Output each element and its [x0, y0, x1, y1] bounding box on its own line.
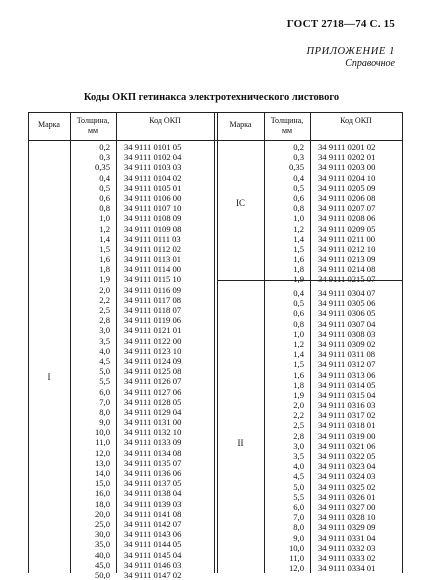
thickness-cell: 1,8 — [293, 379, 304, 390]
header-thickness-left-line2: мм — [87, 126, 99, 135]
okp-code-cell: 34 9111 0312 07 — [318, 359, 376, 370]
thickness-cell: 13,0 — [94, 457, 110, 468]
okp-code-cell: 34 9111 0311 08 — [318, 349, 376, 360]
okp-code-cell: 34 9111 0106 00 — [124, 192, 182, 203]
thickness-cell: 1,9 — [293, 274, 304, 285]
okp-code-cell: 34 9111 0316 03 — [318, 400, 376, 411]
okp-code-cell: 34 9111 0112 02 — [124, 243, 182, 254]
okp-code-cell: 34 9111 0134 08 — [124, 447, 182, 458]
okp-code-cell: 34 9111 0147 02 — [124, 569, 182, 580]
thickness-cell: 16,0 — [94, 488, 110, 499]
okp-code-cell: 34 9111 0204 10 — [318, 172, 376, 183]
thickness-cell: 1,6 — [99, 254, 110, 265]
okp-code-cell: 34 9111 0103 03 — [124, 162, 182, 173]
okp-code-cell: 34 9111 0107 10 — [124, 203, 182, 214]
thickness-cell: 5,5 — [99, 376, 110, 387]
thickness-cell: 1,4 — [99, 233, 110, 244]
thickness-cell: 4,0 — [293, 461, 304, 472]
thickness-cell: 1,0 — [99, 213, 110, 224]
okp-code-cell: 34 9111 0144 05 — [124, 539, 182, 550]
okp-code-cell: 34 9111 0327 00 — [318, 501, 376, 512]
okp-code-cell: 34 9111 0137 05 — [124, 478, 182, 489]
okp-code-cell: 34 9111 0131 00 — [124, 417, 182, 428]
thickness-cell: 1,9 — [99, 274, 110, 285]
thickness-cell: 0,35 — [288, 162, 304, 173]
okp-code-cell: 34 9111 0214 08 — [318, 264, 376, 275]
thickness-cell: 14,0 — [94, 468, 110, 478]
header-thickness-right — [264, 116, 310, 136]
okp-code-cell: 34 9111 0119 06 — [124, 315, 182, 326]
okp-code-cell: 34 9111 0125 08 — [124, 366, 182, 377]
okp-code-cell: 34 9111 0132 10 — [124, 427, 182, 438]
thickness-cell: 1,0 — [293, 213, 304, 224]
thickness-cell: 12,0 — [288, 563, 304, 574]
okp-code-cell: 34 9111 0114 00 — [124, 264, 182, 275]
thickness-cell: 18,0 — [94, 498, 110, 509]
thickness-cell: 5,0 — [293, 481, 304, 492]
thickness-cell: 0,8 — [99, 203, 110, 214]
right2-thickness-column — [264, 288, 304, 573]
thickness-cell: 2,5 — [99, 305, 110, 315]
thickness-cell: 0,4 — [293, 288, 304, 298]
okp-code-cell: 34 9111 0118 07 — [124, 305, 182, 315]
thickness-cell: 5,5 — [293, 491, 304, 502]
thickness-cell: 0,4 — [293, 172, 304, 183]
right2-code-column — [318, 288, 402, 573]
okp-code-cell: 34 9111 0307 04 — [318, 318, 376, 329]
okp-code-cell: 34 9111 0326 01 — [318, 491, 376, 502]
okp-code-cell: 34 9111 0209 05 — [318, 223, 376, 234]
center-divider-a — [214, 112, 215, 573]
header-thickness-right-line1: Толщина, — [270, 116, 304, 125]
okp-code-cell: 34 9111 0104 02 — [124, 172, 182, 183]
thickness-cell: 11,0 — [289, 552, 304, 563]
thickness-cell: 6,0 — [99, 386, 110, 397]
grade-mark-IC: IС — [236, 198, 245, 208]
okp-code-cell: 34 9111 0313 06 — [318, 369, 376, 380]
thickness-cell: 0,5 — [293, 182, 304, 193]
thickness-cell: 1,4 — [293, 349, 304, 360]
thickness-cell: 3,5 — [99, 335, 110, 346]
thickness-cell: 1,6 — [293, 254, 304, 265]
thickness-cell: 12,0 — [94, 447, 110, 458]
okp-code-cell: 34 9111 0333 02 — [318, 552, 376, 563]
okp-code-cell: 34 9111 0203 00 — [318, 162, 376, 173]
okp-code-cell: 34 9111 0207 07 — [318, 203, 376, 214]
table-right-border — [402, 112, 403, 573]
thickness-cell: 35,0 — [94, 539, 110, 550]
okp-code-cell: 34 9111 0309 02 — [318, 338, 376, 349]
table-left-border — [28, 112, 29, 573]
okp-code-cell: 34 9111 0324 03 — [318, 471, 376, 482]
okp-code-cell: 34 9111 0314 05 — [318, 379, 376, 390]
okp-code-cell: 34 9111 0115 10 — [124, 274, 182, 285]
right1-code-column — [318, 142, 402, 285]
center-divider-b — [217, 112, 218, 573]
okp-code-cell: 34 9111 0126 07 — [124, 376, 182, 387]
okp-code-cell: 34 9111 0105 01 — [124, 182, 182, 193]
thickness-cell: 0,8 — [293, 318, 304, 329]
thickness-cell: 15,0 — [94, 478, 110, 489]
appendix-label: ПРИЛОЖЕНИЕ 1 — [306, 46, 395, 57]
header-mark-left: Марка — [38, 120, 60, 129]
okp-code-cell: 34 9111 0321 06 — [318, 440, 376, 451]
thickness-cell: 8,0 — [293, 522, 304, 533]
okp-code-cell: 34 9111 0322 05 — [318, 451, 376, 461]
thickness-cell: 1,2 — [99, 223, 110, 234]
okp-code-cell: 34 9111 0332 03 — [318, 542, 376, 553]
thickness-cell: 9,0 — [99, 417, 110, 428]
okp-code-cell: 34 9111 0143 06 — [124, 529, 182, 540]
thickness-cell: 6,0 — [293, 501, 304, 512]
thickness-cell: 1,6 — [293, 369, 304, 380]
okp-code-cell: 34 9111 0319 00 — [318, 430, 376, 441]
okp-code-cell: 34 9111 0206 08 — [318, 192, 376, 203]
okp-code-cell: 34 9111 0124 09 — [124, 355, 182, 366]
table-title: Коды ОКП гетинакса электротехнического листового — [83, 92, 340, 103]
thickness-cell: 50,0 — [94, 569, 110, 580]
thickness-cell: 2,0 — [99, 284, 110, 295]
thickness-cell: 0,6 — [293, 192, 304, 203]
thickness-cell: 0,2 — [99, 142, 110, 152]
thickness-cell: 1,5 — [293, 359, 304, 370]
thickness-cell: 2,8 — [99, 315, 110, 326]
thickness-cell: 0,5 — [99, 182, 110, 193]
okp-code-cell: 34 9111 0108 09 — [124, 213, 182, 224]
okp-code-cell: 34 9111 0304 07 — [318, 288, 376, 298]
thickness-cell: 1,8 — [293, 264, 304, 275]
header-okp-right: Код ОКП — [340, 116, 372, 125]
thickness-cell: 0,8 — [293, 203, 304, 214]
okp-code-cell: 34 9111 0323 04 — [318, 461, 376, 472]
left-thickness-divider — [116, 112, 117, 573]
thickness-cell: 2,5 — [293, 420, 304, 431]
header-thickness-left — [70, 116, 116, 136]
thickness-cell: 1,5 — [99, 243, 110, 254]
thickness-cell: 3,0 — [293, 440, 304, 451]
thickness-cell: 0,6 — [293, 308, 304, 319]
okp-code-cell: 34 9111 0211 00 — [318, 233, 376, 244]
okp-code-cell: 34 9111 0202 01 — [318, 152, 376, 163]
thickness-cell: 1,2 — [293, 223, 304, 234]
okp-code-cell: 34 9111 0318 01 — [318, 420, 376, 431]
appendix-type: Справочное — [345, 58, 395, 69]
page-header — [287, 18, 395, 69]
header-mark-right: Марка — [229, 120, 252, 129]
thickness-cell: 2,2 — [293, 410, 304, 421]
thickness-cell: 45,0 — [94, 559, 110, 570]
thickness-cell: 1,2 — [293, 338, 304, 349]
okp-codes-table — [28, 112, 403, 580]
thickness-cell: 30,0 — [94, 529, 110, 540]
standard-page-ref: ГОСТ 2718—74 С. 15 — [286, 18, 395, 30]
thickness-cell: 2,8 — [293, 430, 304, 441]
thickness-cell: 4,5 — [99, 355, 110, 366]
okp-code-cell: 34 9111 0138 04 — [124, 488, 182, 499]
okp-code-cell: 34 9111 0141 08 — [124, 508, 182, 519]
thickness-cell: 10,0 — [288, 542, 304, 553]
thickness-cell: 3,0 — [99, 325, 110, 336]
thickness-cell: 8,0 — [99, 406, 110, 417]
thickness-cell: 0,2 — [293, 142, 304, 152]
okp-code-cell: 34 9111 0205 09 — [318, 182, 376, 193]
grade-mark-II: II — [237, 438, 244, 448]
thickness-cell: 0,3 — [293, 152, 304, 163]
thickness-cell: 3,5 — [293, 451, 304, 461]
thickness-cell: 0,6 — [99, 192, 110, 203]
thickness-cell: 9,0 — [293, 532, 304, 543]
okp-code-cell: 34 9111 0329 09 — [318, 522, 376, 533]
okp-code-cell: 34 9111 0111 03 — [124, 233, 181, 244]
okp-code-cell: 34 9111 0331 04 — [318, 532, 376, 543]
thickness-cell: 0,35 — [94, 162, 110, 173]
thickness-cell: 2,0 — [293, 400, 304, 411]
okp-code-cell: 34 9111 0215 07 — [318, 274, 376, 285]
thickness-cell: 1,8 — [99, 264, 110, 275]
thickness-cell: 1,9 — [293, 389, 304, 400]
okp-code-cell: 34 9111 0306 05 — [318, 308, 376, 319]
okp-code-cell: 34 9111 0135 07 — [124, 457, 182, 468]
okp-code-cell: 34 9111 0139 03 — [124, 498, 182, 509]
right1-thickness-column — [264, 142, 304, 285]
okp-code-cell: 34 9111 0113 01 — [124, 254, 182, 265]
okp-code-cell: 34 9111 0201 02 — [318, 142, 376, 152]
okp-code-cell: 34 9111 0121 01 — [124, 325, 182, 336]
okp-code-cell: 34 9111 0142 07 — [124, 518, 182, 529]
thickness-cell: 0,4 — [99, 172, 110, 183]
okp-code-cell: 34 9111 0212 10 — [318, 243, 376, 254]
header-bottom-rule — [28, 140, 403, 141]
thickness-cell: 4,5 — [293, 471, 304, 482]
thickness-cell: 7,0 — [99, 396, 110, 407]
thickness-cell: 1,0 — [293, 328, 304, 339]
right-thickness-divider — [310, 112, 311, 573]
thickness-cell: 4,0 — [99, 345, 110, 356]
header-thickness-left-line1: Толщина, — [76, 116, 110, 125]
thickness-cell: 1,4 — [293, 233, 304, 244]
okp-code-cell: 34 9111 0129 04 — [124, 406, 182, 417]
okp-code-cell: 34 9111 0213 09 — [318, 254, 376, 265]
thickness-cell: 7,0 — [293, 512, 304, 523]
okp-code-cell: 34 9111 0305 06 — [318, 298, 376, 309]
okp-code-cell: 34 9111 0109 08 — [124, 223, 182, 234]
thickness-cell: 1,5 — [293, 243, 304, 254]
left-thickness-column — [70, 142, 110, 580]
okp-code-cell: 34 9111 0315 04 — [318, 389, 376, 400]
okp-code-cell: 34 9111 0317 02 — [318, 410, 376, 421]
okp-code-cell: 34 9111 0334 01 — [318, 563, 376, 574]
okp-code-cell: 34 9111 0127 06 — [124, 386, 182, 397]
grade-mark-I: I — [47, 372, 51, 382]
thickness-cell: 0,5 — [293, 298, 304, 309]
okp-code-cell: 34 9111 0325 02 — [318, 481, 376, 492]
thickness-cell: 5,0 — [99, 366, 110, 377]
okp-code-cell: 34 9111 0136 06 — [124, 468, 182, 478]
table-top-rule — [28, 112, 403, 113]
okp-code-cell: 34 9111 0133 09 — [124, 437, 182, 448]
okp-code-cell: 34 9111 0122 00 — [124, 335, 182, 346]
thickness-cell: 0,3 — [99, 152, 110, 163]
thickness-cell: 2,2 — [99, 294, 110, 305]
header-thickness-right-line2: мм — [281, 126, 293, 135]
okp-code-cell: 34 9111 0101 05 — [124, 142, 182, 152]
thickness-cell: 25,0 — [94, 518, 110, 529]
okp-code-cell: 34 9111 0308 03 — [318, 328, 376, 339]
okp-code-cell: 34 9111 0208 06 — [318, 213, 376, 224]
thickness-cell: 40,0 — [94, 549, 110, 560]
okp-code-cell: 34 9111 0128 05 — [124, 396, 182, 407]
okp-code-cell: 34 9111 0146 03 — [124, 559, 182, 570]
okp-code-cell: 34 9111 0123 10 — [124, 345, 182, 356]
okp-code-cell: 34 9111 0328 10 — [318, 512, 376, 523]
header-okp-left: Код ОКП — [149, 116, 181, 125]
thickness-cell: 20,0 — [94, 508, 110, 519]
okp-code-cell: 34 9111 0102 04 — [124, 152, 182, 163]
thickness-cell: 11,0 — [95, 437, 110, 448]
okp-code-cell: 34 9111 0117 08 — [124, 294, 182, 305]
left-code-column — [124, 142, 214, 580]
thickness-cell: 10,0 — [94, 427, 110, 438]
okp-code-cell: 34 9111 0145 04 — [124, 549, 182, 560]
okp-code-cell: 34 9111 0116 09 — [124, 284, 182, 295]
